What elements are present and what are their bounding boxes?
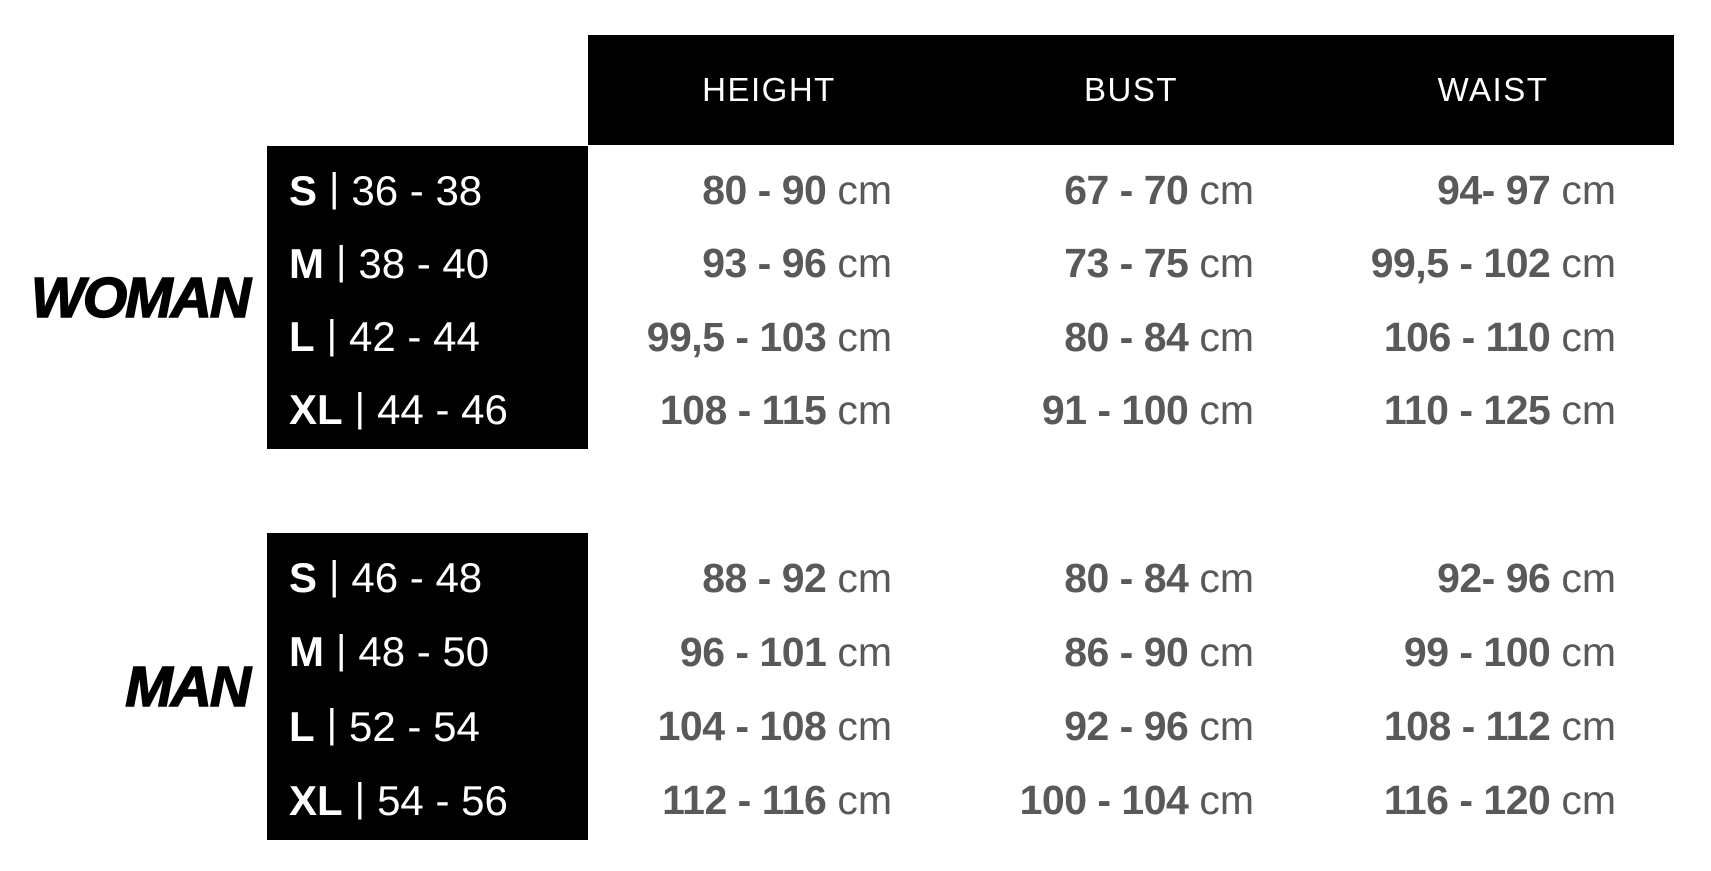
size-letter: XL bbox=[289, 386, 343, 434]
size-letter: M bbox=[289, 628, 324, 676]
bust-value bbox=[950, 541, 1312, 615]
measurement-range: 99,5 - 103 bbox=[646, 313, 827, 360]
unit-label: cm bbox=[837, 628, 892, 675]
unit-label: cm bbox=[1561, 703, 1616, 750]
separator: | bbox=[354, 776, 366, 821]
separator: | bbox=[336, 239, 347, 284]
measurement-range: 67 - 70 bbox=[1064, 167, 1189, 214]
size-range: 52 - 54 bbox=[349, 702, 480, 750]
unit-label: cm bbox=[1199, 628, 1254, 675]
unit-label: cm bbox=[837, 167, 892, 214]
size-range: 44 - 46 bbox=[377, 386, 508, 434]
unit-label: cm bbox=[1199, 777, 1254, 824]
waist-value bbox=[1312, 541, 1674, 615]
measurement-range: 80 - 90 bbox=[702, 167, 827, 214]
woman-label: WOMAN bbox=[31, 265, 249, 330]
measurement-range: 94- 97 bbox=[1437, 167, 1551, 214]
height-value bbox=[588, 227, 950, 300]
bust-value bbox=[950, 227, 1312, 300]
size-row bbox=[289, 690, 588, 764]
unit-label: cm bbox=[837, 703, 892, 750]
size-row bbox=[289, 541, 588, 615]
size-range: 42 - 44 bbox=[349, 313, 480, 361]
size-range: 36 - 38 bbox=[351, 166, 483, 214]
woman-size-box bbox=[267, 146, 588, 449]
size-letter: S bbox=[289, 554, 318, 602]
header-height: HEIGHT bbox=[702, 71, 836, 108]
separator: | bbox=[329, 553, 340, 598]
unit-label: cm bbox=[837, 240, 892, 287]
waist-value bbox=[1312, 301, 1674, 374]
measurement-range: 108 - 115 bbox=[659, 386, 827, 433]
size-row bbox=[289, 154, 588, 227]
size-letter: XL bbox=[289, 776, 343, 824]
woman-values bbox=[588, 146, 1674, 449]
measurement-range: 99 - 100 bbox=[1403, 628, 1551, 675]
height-value bbox=[588, 764, 950, 838]
unit-label: cm bbox=[1199, 167, 1254, 214]
measurement-range: 108 - 112 bbox=[1383, 703, 1551, 750]
size-letter: L bbox=[289, 702, 315, 750]
measurement-range: 93 - 96 bbox=[702, 240, 827, 287]
size-letter: S bbox=[289, 166, 318, 214]
unit-label: cm bbox=[1561, 167, 1616, 214]
measurement-range: 80 - 84 bbox=[1064, 313, 1189, 360]
unit-label: cm bbox=[1561, 628, 1616, 675]
unit-label: cm bbox=[1561, 313, 1616, 360]
waist-value bbox=[1312, 227, 1674, 300]
separator: | bbox=[326, 312, 338, 357]
waist-value bbox=[1312, 374, 1674, 447]
waist-value bbox=[1312, 690, 1674, 764]
unit-label: cm bbox=[837, 554, 892, 601]
header-bust: BUST bbox=[1083, 71, 1178, 108]
height-value bbox=[588, 615, 950, 689]
separator: | bbox=[326, 702, 338, 747]
bust-value bbox=[950, 301, 1312, 374]
measurement-range: 86 - 90 bbox=[1064, 628, 1189, 675]
separator: | bbox=[354, 385, 366, 430]
bust-value bbox=[950, 764, 1312, 838]
unit-label: cm bbox=[1199, 703, 1254, 750]
measurement-range: 80 - 84 bbox=[1064, 554, 1189, 601]
height-value bbox=[588, 541, 950, 615]
bust-value bbox=[950, 154, 1312, 227]
unit-label: cm bbox=[1199, 386, 1254, 433]
separator: | bbox=[336, 627, 347, 672]
size-row bbox=[289, 227, 588, 300]
size-row bbox=[289, 301, 588, 374]
man-label: MAN bbox=[125, 654, 249, 719]
size-row bbox=[289, 615, 588, 689]
unit-label: cm bbox=[1561, 240, 1616, 287]
waist-value bbox=[1312, 154, 1674, 227]
measurement-range: 92 - 96 bbox=[1064, 703, 1189, 750]
measurement-range: 92- 96 bbox=[1437, 554, 1551, 601]
size-letter: M bbox=[289, 239, 324, 287]
unit-label: cm bbox=[837, 313, 892, 360]
measurement-range: 110 - 125 bbox=[1383, 386, 1551, 433]
size-row bbox=[289, 374, 588, 447]
measurement-range: 96 - 101 bbox=[679, 628, 827, 675]
measurement-range: 104 - 108 bbox=[657, 703, 827, 750]
unit-label: cm bbox=[1561, 386, 1616, 433]
bust-value bbox=[950, 615, 1312, 689]
size-letter: L bbox=[289, 313, 315, 361]
unit-label: cm bbox=[1561, 554, 1616, 601]
measurement-header-bar bbox=[588, 35, 1674, 145]
height-value bbox=[588, 301, 950, 374]
unit-label: cm bbox=[837, 386, 892, 433]
size-range: 48 - 50 bbox=[358, 628, 490, 676]
unit-label: cm bbox=[1199, 240, 1254, 287]
man-values bbox=[588, 533, 1674, 840]
size-range: 54 - 56 bbox=[377, 776, 508, 824]
measurement-range: 88 - 92 bbox=[702, 554, 827, 601]
man-section bbox=[0, 533, 1674, 840]
unit-label: cm bbox=[1561, 777, 1616, 824]
woman-section bbox=[0, 146, 1674, 449]
waist-value bbox=[1312, 764, 1674, 838]
man-size-box bbox=[267, 533, 588, 840]
size-row bbox=[289, 764, 588, 838]
measurement-range: 112 - 116 bbox=[662, 777, 827, 824]
height-value bbox=[588, 690, 950, 764]
measurement-range: 73 - 75 bbox=[1064, 240, 1189, 287]
waist-value bbox=[1312, 615, 1674, 689]
separator: | bbox=[329, 166, 340, 211]
unit-label: cm bbox=[837, 777, 892, 824]
bust-value bbox=[950, 374, 1312, 447]
measurement-range: 116 - 120 bbox=[1383, 777, 1551, 824]
measurement-range: 91 - 100 bbox=[1041, 386, 1189, 433]
bust-value bbox=[950, 690, 1312, 764]
measurement-range: 99,5 - 102 bbox=[1370, 240, 1551, 287]
measurement-range: 100 - 104 bbox=[1019, 777, 1189, 824]
size-range: 38 - 40 bbox=[358, 239, 490, 287]
height-value bbox=[588, 154, 950, 227]
height-value bbox=[588, 374, 950, 447]
unit-label: cm bbox=[1199, 554, 1254, 601]
measurement-range: 106 - 110 bbox=[1383, 313, 1551, 360]
unit-label: cm bbox=[1199, 313, 1254, 360]
header-waist: WAIST bbox=[1437, 71, 1549, 108]
size-range: 46 - 48 bbox=[351, 554, 483, 602]
